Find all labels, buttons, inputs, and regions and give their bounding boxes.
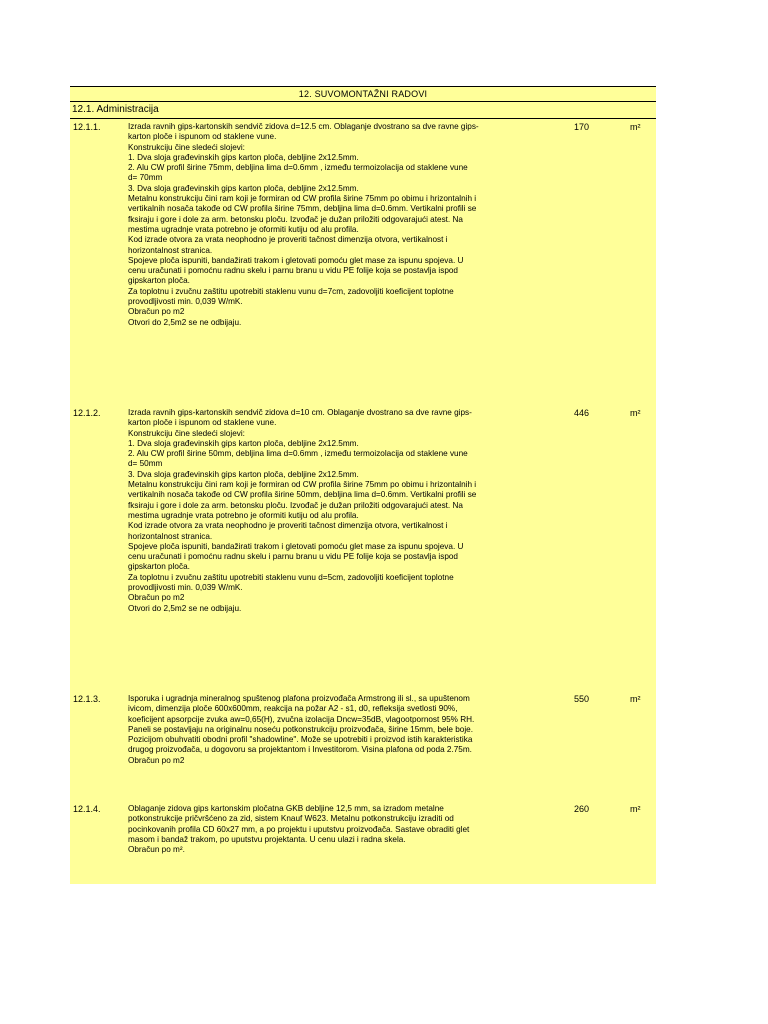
item-unit: m² (630, 408, 641, 418)
description-line: karton ploče i ispunom od staklene vune. (128, 132, 277, 142)
description-line: d= 50mm (128, 459, 163, 469)
description-line: Otvori do 2,5m2 se ne odbijaju. (128, 317, 242, 327)
description-line: Izrada ravnih gips-kartonskih sendvič zidova d=12.5 cm. Oblaganje dvostrano sa dve ravne gips- (128, 122, 479, 131)
description-line: Metalnu konstrukciju čini ram koji je formiran od CW profila širine 75mm po obimu i hrizontalnih i (128, 480, 477, 490)
description-line: Isporuka i ugradnja mineralnog spuštenog plafona proizvođača Armstrong ili sl., sa upuštenom (128, 694, 470, 703)
description-line: 1. Dva sloja građevinskih gips karton ploča, debljine 2x12.5mm. (128, 438, 359, 448)
description-line: Konstrukciju čine sledeći slojevi: (128, 142, 245, 152)
boq-sheet (70, 86, 656, 884)
description-line: drugog proizvođača, u dogovoru sa projektantom i Investitorom. Visina plafona od poda 2.75m. (128, 745, 472, 755)
description-line: fksiraju i gore i dole za arm. betonsku ploču. Izvođač je dužan priložiti odgovarajući atest. Na (128, 214, 463, 224)
description-line: Metalnu konstrukciju čini ram koji je formiran od CW profila širine 75mm po obimu i hrizontalnih i (128, 194, 477, 204)
description-line: mestima ugradnje vrata potrebno je oformiti kutiju od alu profila. (128, 224, 359, 234)
description-line: koeficijent apsorpcije zvuka aw=0,65(H), zvučna izolacija Dncw=35dB, vlagootpornost 95% RH. (128, 714, 475, 724)
item-description (128, 408, 566, 614)
item-number: 12.1.1. (73, 122, 101, 132)
description-line: Obračun po m2 (128, 593, 185, 603)
description-line: Oblaganje zidova gips kartonskim pločatna GKB debljine 12,5 mm, sa izradom metalne (128, 804, 444, 813)
description-line: horizontalnost stranica. (128, 531, 213, 541)
description-line: Spojeve ploča ispuniti, bandažirati trakom i gletovati pomoću glet mase za ispunu spojeva. U (128, 255, 464, 265)
item-description (128, 122, 566, 328)
description-line: gipskarton ploča. (128, 276, 190, 286)
description-line: 3. Dva sloja građevinskih gips karton ploča, debljine 2x12.5mm. (128, 183, 359, 193)
description-line: 2. Alu CW profil širine 50mm, debljina lima d=0.6mm , između termoizolacija od staklene vune (128, 449, 468, 459)
item-description (128, 804, 566, 855)
item-unit: m² (630, 694, 641, 704)
description-line: Kod izrade otvora za vrata neophodno je proveriti tačnost dimenzija otvora, vertikalnost i (128, 521, 448, 531)
description-line: provodljivosti min. 0,039 W/mK. (128, 297, 243, 307)
description-line: Za toplotnu i zvučnu zaštitu upotrebiti staklenu vunu d=7cm, zadovoljiti koeficijent toplotne (128, 286, 454, 296)
description-line: Obračun po m2 (128, 755, 185, 765)
section-heading: 12.1. Administracija (70, 102, 656, 119)
item-unit: m² (630, 804, 641, 814)
description-line: Otvori do 2,5m2 se ne odbijaju. (128, 603, 242, 613)
description-line: cenu uračunati i pomoćnu radnu skelu i parnu branu u vidu PE folije koja se postavlja ispod (128, 552, 458, 562)
description-line: 3. Dva sloja građevinskih gips karton ploča, debljine 2x12.5mm. (128, 469, 359, 479)
description-line: potkonstrukcije pričvršćeno za zid, sistem Knauf W623. Metalnu potkonstrukciju izraditi od (128, 814, 454, 824)
description-line: Paneli se postavljaju na originalnu noseću potkonstrukciju proizvođača, širine 15mm, bele boje. (128, 724, 473, 734)
item-quantity: 550 (574, 694, 590, 704)
description-line: 1. Dva sloja građevinskih gips karton ploča, debljine 2x12.5mm. (128, 152, 359, 162)
description-line: provodljivosti min. 0,039 W/mK. (128, 583, 243, 593)
description-line: horizontalnost stranica. (128, 245, 213, 255)
description-line: d= 70mm (128, 173, 163, 183)
item-number: 12.1.3. (73, 694, 101, 704)
item-number: 12.1.4. (73, 804, 101, 814)
item-quantity: 446 (574, 408, 590, 418)
item-unit: m² (630, 122, 641, 132)
description-line: Za toplotnu i zvučnu zaštitu upotrebiti staklenu vunu d=5cm, zadovoljiti koeficijent toplotne (128, 572, 454, 582)
description-line: pocinkovanih profila CD 60x27 mm, a po projektu i uputstvu proizvođača. Sastave obraditi glet (128, 824, 470, 834)
description-line: fksiraju i gore i dole za arm. betonsku ploču. Izvođač je dužan priložiti odgovarajući atest. Na (128, 500, 463, 510)
item-quantity: 170 (574, 122, 590, 132)
description-line: Obračun po m2 (128, 307, 185, 317)
description-line: vertikalnih nosača takođe od CW profila širine 50mm, debljina lima d=0.6mm. Vertikalni profili se (128, 490, 477, 500)
description-line: 2. Alu CW profil širine 75mm, debljina lima d=0.6mm , između termoizolacija od staklene vune (128, 163, 468, 173)
description-line: Spojeve ploča ispuniti, bandažirati trakom i gletovati pomoću glet mase za ispunu spojeva. U (128, 541, 464, 551)
description-line: Konstrukciju čine sledeći slojevi: (128, 428, 245, 438)
description-line: karton ploče i ispunom od staklene vune. (128, 418, 277, 428)
description-line: mestima ugradnje vrata potrebno je oformiti kutiju od alu profila. (128, 510, 359, 520)
description-line: Pozicijom obuhvatiti obodni profil "shadowline". Može se upotrebiti i proizvod istih karakteristika (128, 735, 473, 745)
table-title: 12. SUVOMONTAŽNI RADOVI (70, 86, 656, 102)
description-line: gipskarton ploča. (128, 562, 190, 572)
description-line: vertikalnih nosača takođe od CW profila širine 75mm, debljina lima d=0.6mm. Vertikalni profili se (128, 204, 477, 214)
item-quantity: 260 (574, 804, 590, 814)
description-line: cenu uračunati i pomoćnu radnu skelu i parnu branu u vidu PE folije koja se postavlja ispod (128, 266, 458, 276)
item-description (128, 694, 566, 766)
description-line: Izrada ravnih gips-kartonskih sendvič zidova d=10 cm. Oblaganje dvostrano sa dve ravne gips- (128, 408, 472, 417)
item-number: 12.1.2. (73, 408, 101, 418)
description-line: masom i bandaž trakom, po uputstvu projektanta. U cenu ulazi i radna skela. (128, 834, 406, 844)
description-line: ivicom, dimenzija ploče 600x600mm, reakcija na požar A2 - s1, d0, refleksija svetlosti 90%, (128, 704, 458, 714)
description-line: Kod izrade otvora za vrata neophodno je proveriti tačnost dimenzija otvora, vertikalnost i (128, 235, 448, 245)
description-line: Obračun po m². (128, 845, 185, 855)
